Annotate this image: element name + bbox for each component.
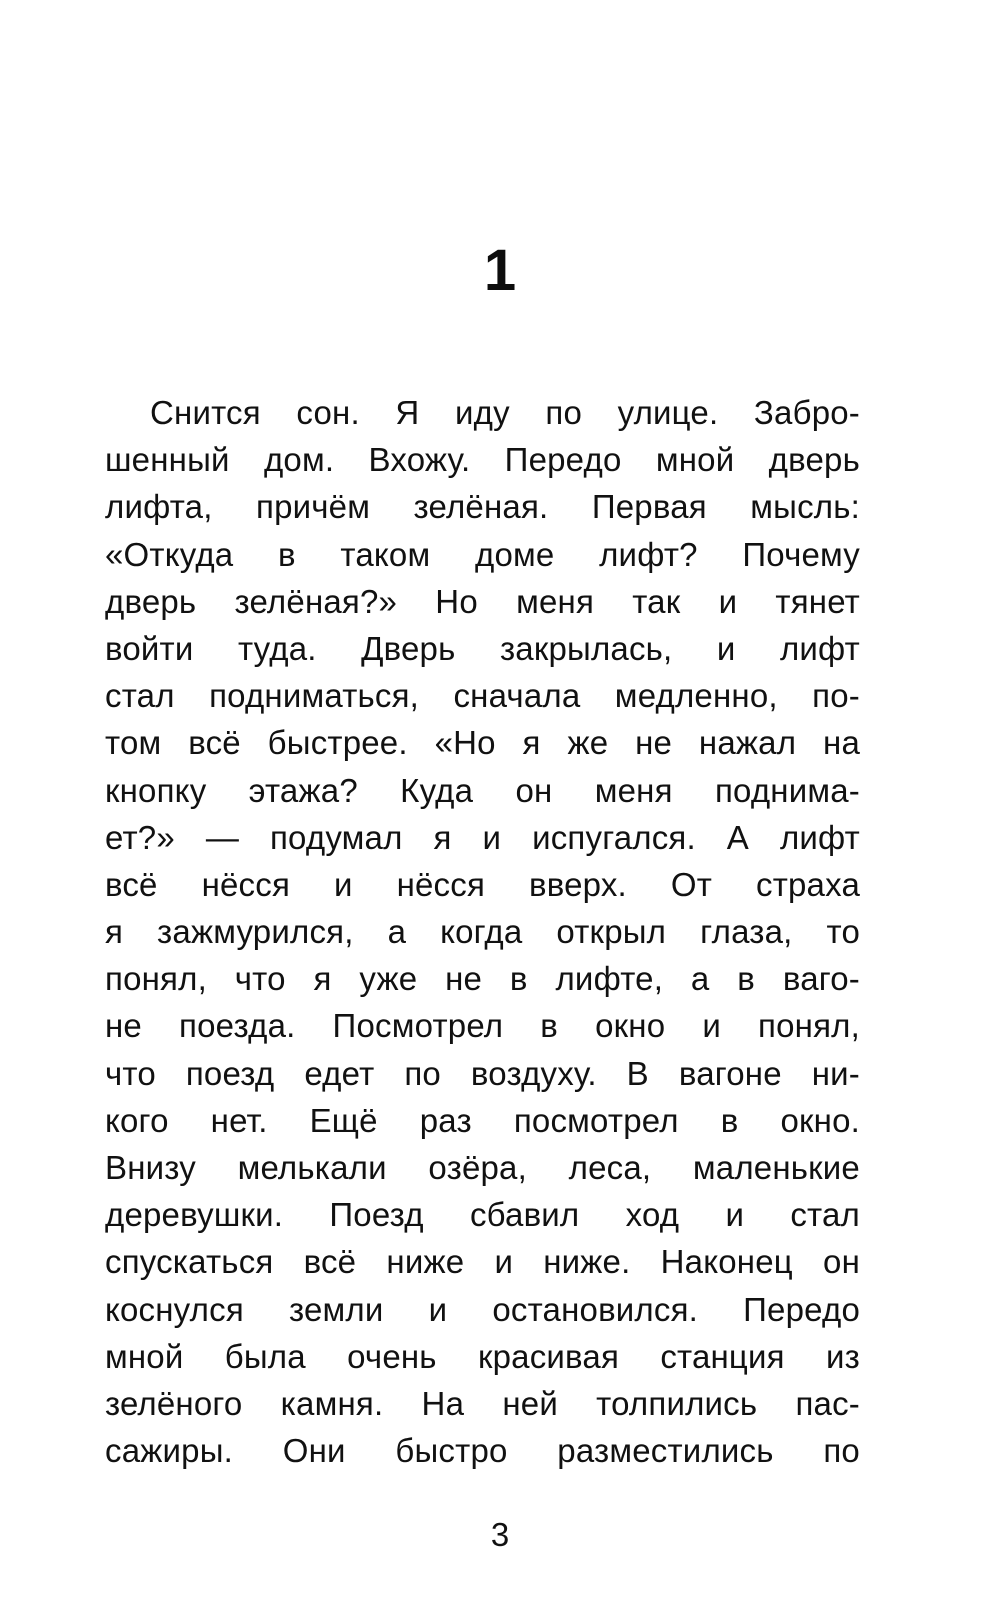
text-line: кого нет. Ещё раз посмотрел в окно. [105, 1101, 860, 1139]
text-line: стал подниматься, сначала медленно, по- [105, 677, 860, 715]
text-line: сажиры. Они быстро разместились по [105, 1432, 860, 1470]
text-line: «Откуда в таком доме лифт? Почему [105, 535, 860, 573]
text-line: не поезда. Посмотрел в окно и понял, [105, 1007, 860, 1045]
text-line: кнопку этажа? Куда он меня поднима- [105, 771, 860, 809]
text-line: дверь зелёная?» Но меня так и тянет [105, 582, 860, 620]
text-line: шенный дом. Вхожу. Передо мной дверь [105, 441, 860, 479]
text-line: том всё быстрее. «Но я же не нажал на [105, 724, 860, 762]
chapter-number: 1 [483, 238, 517, 303]
text-line: Снится сон. Я иду по улице. Забро- [150, 394, 860, 431]
text-line: всё нёсся и нёсся вверх. От страха [105, 865, 860, 903]
text-line: коснулся земли и остановился. Передо [105, 1290, 860, 1328]
text-line: что поезд едет по воздуху. В вагоне ни- [105, 1054, 860, 1092]
body-text [105, 389, 860, 1474]
text-line: лифта, причём зелёная. Первая мысль: [105, 488, 860, 526]
text-line: зелёного камня. На ней толпились пас- [105, 1384, 860, 1422]
text-line: войти туда. Дверь закрылась, и лифт [105, 629, 860, 667]
text-line: я зажмурился, а когда открыл глаза, то [105, 913, 860, 951]
text-line: спускаться всё ниже и ниже. Наконец он [105, 1243, 860, 1281]
page-number: 3 [490, 1516, 510, 1553]
text-line: Внизу мелькали озёра, леса, маленькие [105, 1149, 860, 1186]
text-line: понял, что я уже не в лифте, а в ваго- [105, 960, 860, 998]
text-line: мной была очень красивая станция из [105, 1337, 860, 1375]
text-line: ет?» — подумал я и испугался. А лифт [105, 818, 860, 856]
text-line: деревушки. Поезд сбавил ход и стал [105, 1196, 860, 1234]
